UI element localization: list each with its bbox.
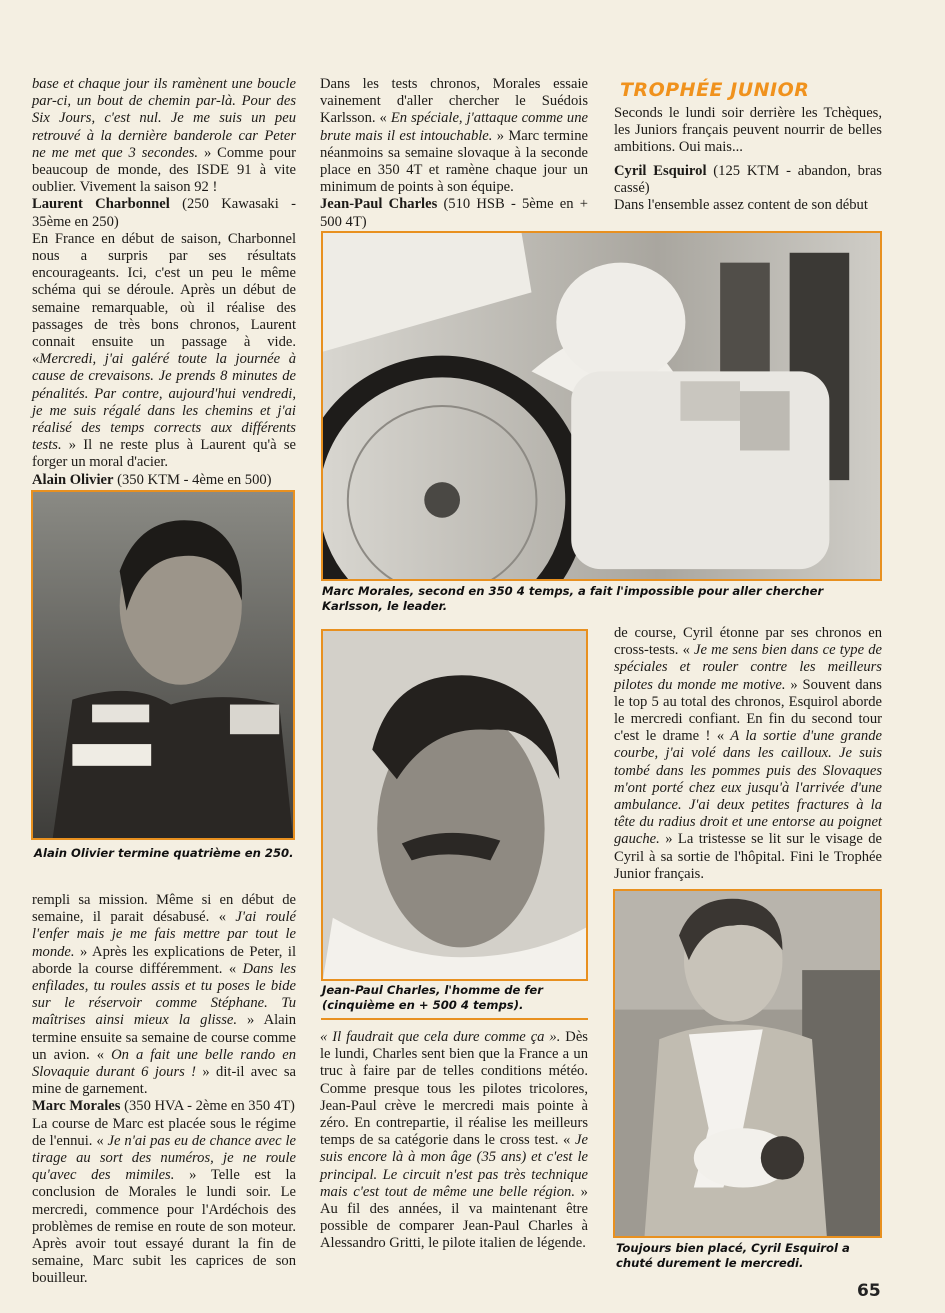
caption-jean-paul-charles: Jean-Paul Charles, l'homme de fer (cinquième en + 500 4 temps). [322,983,544,1012]
col2-bottom-text: « Il faudrait que cela dure comme ça ». Dès le lundi, Charles sent bien que la France a un truc à faire par de telles conditions météo. Comme presque tous les pilotes tricolores, Jean-Paul crève le mercredi mais pointe à zéro. En contrepartie, il réalise les meilleurs temps de sa catégorie dans le cross test. « Je suis encore là à mon âge (35 ans) et c'est le principal. Le circuit n'est pas très technique mais c'est tout de même une belle région. » Au fil des années, il va maintenant être possible de comparer Jean-Paul Charles à Alessandro Gritti, le pilote italien de légende. [320,1029,588,1252]
rider-name-charles: Jean-Paul Charles [320,196,438,213]
rider-name-esquirol: Cyril Esquirol [614,162,707,179]
col1-bottom-text: rempli sa mission. Même si en début de semaine, il parait désabusé. « J'ai roulé l'enfer mais je me fais mettre par tout le monde. » Après les explications de Peter, il aborde la course différemment. « Dans les enfilades, tu roules assis et tu poses le bide sur le réservoir comme Stéphane. Tu maîtrises ainsi mieux la glisse. » Alain termine ensuite sa semaine de course comme un avion. « On a fait une belle rando en Slovaquie durant 6 jours ! » dit-il avec sa mine de garnement. Marc Morales (350 HVA - 2ème en 350 4T) La course de Marc est placée sous le régime de l'ennui. « Je n'ai pas eu de chance avec le tirage au sort des numéros, je ne roule qu'avec des mimiles. » Telle est la conclusion de Morales le lundi soir. Le mercredi, commence pour l'Ardéchois des problèmes de remise en route de son moteur. Après avoir tout essayé durant la fin de semaine, Marc subit les caprices de son bouilleur. [32,892,297,1287]
col2-top-text: Dans les tests chronos, Morales essaie vainement d'aller chercher le Suédois Karlsson. « En spéciale, j'attaque comme une brute mais il est intouchable. » Marc termine néanmoins sa semaine slovaque à la seconde place en 350 4T et ramène chaque jour un minimum de points à son équipe. Jean-Paul Charles (510 HSB - 5ème en + 500 4T) [320,76,588,230]
caption-marc-morales: Marc Morales, second en 350 4 temps, a fait l'impossible pour aller chercher Karlsson, le leader. [322,584,824,613]
photo-cyril-esquirol [613,889,882,1238]
col1-top-text: base et chaque jour ils ramènent une boucle par-ci, un bout de chemin par-là. Pour des Six Jours, c'est nul. Je me suis un peu retrouvé à la dernière banderole car Peter ne me met que 3 secondes. » Comme pour beaucoup de monde, des ISDE 91 à vite oublier. Vivement la saison 92 ! Laurent Charbonnel (250 Kawasaki - 35ème en 250) En France en début de saison, Charbonnel nous a surpris par ses résultats encourageants. Ici, c'est un peu le même schéma qui se déroule. Après un début de semaine remarquable, où il réalise des passages de très bons chronos, Laurent connait ensuite un passage à vide. «Mercredi, j'ai galéré toute la journée à cause de crevaisons. Je prends 8 minutes de pénalités. Par contre, aujourd'hui vendredi, je me suis régalé dans les chemins et j'ai réalisé des temps corrects aux différents tests. » Il ne reste plus à Laurent qu'à se forger un moral d'acier. Alain Olivier (350 KTM - 4ème en 500) [32,76,296,488]
photo-alain-olivier [31,490,295,840]
col3-middle-text: de course, Cyril étonne par ses chronos en cross-tests. « Je me sens bien dans ce type de spéciales et rouler contre les meilleurs pilotes du monde me motive. » Souvent dans le top 5 au total des chronos, Esquirol aborde le mercredi confiant. En fin du second tour c'est le drame ! « A la sortie d'une grande courbe, j'ai volé dans les cailloux. Je suis tombé dans les pommes puis des Slovaques m'ont porté chez eux jusqu'à l'arrivée d'une ambulance. J'ai deux petites fractures à la tête du radius droit et une entorse au poignet gauche. » La tristesse se lit sur le visage de Cyril à sa sortie de l'hôpital. Fini le Trophée Junior français. [614,625,882,882]
rider-name-morales: Marc Morales [32,1098,121,1115]
caption-rule-charles [321,1018,588,1020]
col1-top-quote: base et chaque jour ils ramènent une boucle par-ci, un bout de chemin par-là. Pour des Six Jours, c'est nul. Je me suis un peu retrouvé à la dernière banderole car Peter ne me met que 3 secondes. [32,76,296,161]
photo-marc-morales [321,231,882,581]
rider-name-charbonnel: Laurent Charbonnel [32,196,170,213]
caption-cyril-esquirol: Toujours bien placé, Cyril Esquirol a chuté durement le mercredi. [616,1241,850,1270]
col3-top-text: Seconds le lundi soir derrière les Tchèques, les Juniors français peuvent nourrir de belles ambitions. Oui mais... Cyril Esquirol (125 KTM - abandon, bras cassé) Dans l'ensemble assez content de son début [614,105,882,214]
rider-name-olivier: Alain Olivier [32,471,114,488]
column-rule-1 [307,76,309,1271]
photo-jean-paul-charles [321,629,588,981]
section-title-trophee-junior: TROPHÉE JUNIOR [620,79,810,101]
page-number: 65 [857,1281,881,1301]
caption-alain-olivier: Alain Olivier termine quatrième en 250. [34,846,294,860]
